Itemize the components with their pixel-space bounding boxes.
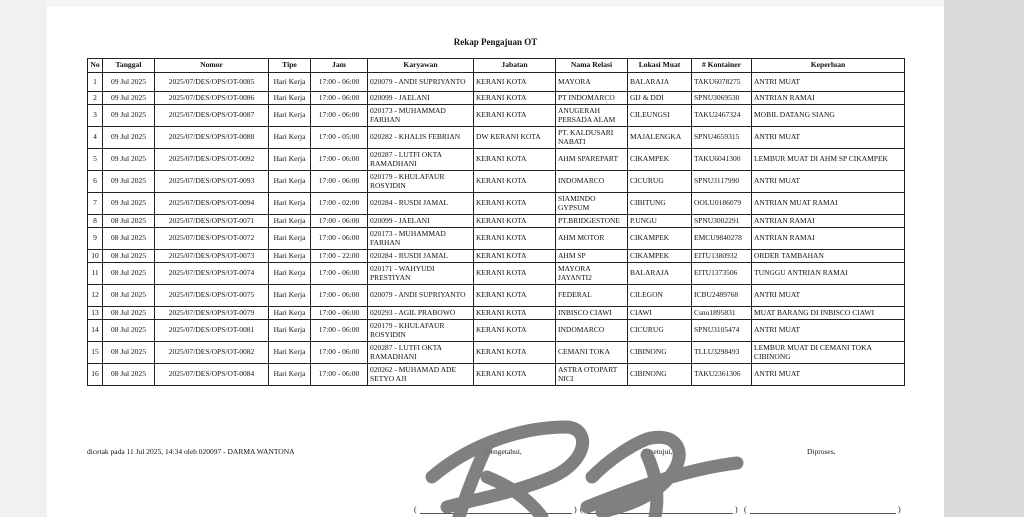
table-cell: 17:00 - 06:00 [311, 73, 368, 92]
table-cell: 09 Jul 2025 [103, 171, 155, 193]
table-cell: 08 Jul 2025 [103, 285, 155, 307]
table-cell: 020287 - LUTFI OKTA RAMADHANI [368, 342, 474, 364]
table-cell: 09 Jul 2025 [103, 92, 155, 105]
table-cell: ANUGERAH PERSADA ALAM [556, 105, 628, 127]
table-cell: TAKU2467324 [692, 105, 752, 127]
table-cell: 17:00 - 06:00 [311, 149, 368, 171]
table-cell: KERANI KOTA [474, 320, 556, 342]
table-cell: 08 Jul 2025 [103, 307, 155, 320]
table-cell: KERANI KOTA [474, 193, 556, 215]
table-cell: EITU1380932 [692, 250, 752, 263]
table-cell: ANTRI MUAT [752, 364, 905, 386]
col-header: Jam [311, 59, 368, 73]
table-row [88, 193, 905, 215]
table-cell: KERANI KOTA [474, 73, 556, 92]
signature-bracket-close: ) [574, 505, 577, 514]
table-cell: OOLU0186079 [692, 193, 752, 215]
table-cell: 4 [88, 127, 103, 149]
viewer-right-margin [944, 0, 1024, 517]
table-cell: SPNU3002291 [692, 215, 752, 228]
table-cell: FEDERAL [556, 285, 628, 307]
table-cell: ANTRI MUAT [752, 285, 905, 307]
table-cell: 17:00 - 06:00 [311, 364, 368, 386]
table-cell: 2025/07/DES/OPS/OT-0074 [155, 263, 269, 285]
table-cell: BALARAJA [628, 73, 692, 92]
table-cell: SPNU3105474 [692, 320, 752, 342]
label-acknowledged: Mengetahui, [484, 447, 522, 456]
col-header: # Kontainer [692, 59, 752, 73]
table-cell: Hari Kerja [269, 73, 311, 92]
table-row [88, 228, 905, 250]
table-cell: ANTRIAN RAMAI [752, 228, 905, 250]
table-cell: KERANI KOTA [474, 171, 556, 193]
table-row [88, 127, 905, 149]
table-row [88, 320, 905, 342]
table-cell: Hari Kerja [269, 171, 311, 193]
table-cell: 2025/07/DES/OPS/OT-0088 [155, 127, 269, 149]
table-cell: 2 [88, 92, 103, 105]
table-row [88, 105, 905, 127]
table-cell: ASTRA OTOPART NICI [556, 364, 628, 386]
table-cell: LEMBUR MUAT DI AHM SP CIKAMPEK [752, 149, 905, 171]
table-cell: 17:00 - 06:00 [311, 285, 368, 307]
table-cell: 020171 - WAHYUDI PRESTIYAN [368, 263, 474, 285]
table-cell: DW KERANI KOTA [474, 127, 556, 149]
table-cell: 1 [88, 73, 103, 92]
table-cell: 020099 - JAELANI [368, 215, 474, 228]
table-cell: GIJ & DDI [628, 92, 692, 105]
table-cell: 17:00 - 22:00 [311, 250, 368, 263]
table-cell: 17:00 - 06:00 [311, 105, 368, 127]
table-cell: 08 Jul 2025 [103, 215, 155, 228]
table-cell: 2025/07/DES/OPS/OT-0081 [155, 320, 269, 342]
table-cell: KERANI KOTA [474, 263, 556, 285]
table-cell: CIKAMPEK [628, 250, 692, 263]
table-row [88, 342, 905, 364]
table-cell: Hari Kerja [269, 149, 311, 171]
table-cell: KERANI KOTA [474, 149, 556, 171]
table-cell: 020287 - LUTFI OKTA RAMADHANI [368, 149, 474, 171]
table-cell: 2025/07/DES/OPS/OT-0084 [155, 364, 269, 386]
table-cell: BALARAJA [628, 263, 692, 285]
table-cell: 09 Jul 2025 [103, 193, 155, 215]
table-cell: 2025/07/DES/OPS/OT-0075 [155, 285, 269, 307]
table-cell: 2025/07/DES/OPS/OT-0082 [155, 342, 269, 364]
table-cell: 2025/07/DES/OPS/OT-0094 [155, 193, 269, 215]
table-cell: 3 [88, 105, 103, 127]
table-cell: 8 [88, 215, 103, 228]
table-cell: 2025/07/DES/OPS/OT-0093 [155, 171, 269, 193]
table-cell: Hari Kerja [269, 127, 311, 149]
table-cell: Hari Kerja [269, 215, 311, 228]
table-cell: ORDER TAMBAHAN [752, 250, 905, 263]
table-cell: 2025/07/DES/OPS/OT-0079 [155, 307, 269, 320]
table-cell: 15 [88, 342, 103, 364]
table-cell: 020079 - ANDI SUPRIYANTO [368, 73, 474, 92]
table-cell: CILEGON [628, 285, 692, 307]
table-cell: 17:00 - 06:00 [311, 215, 368, 228]
table-cell: SPNU4659315 [692, 127, 752, 149]
table-cell: MAYORA JAYANTI2 [556, 263, 628, 285]
table-cell: SPNU3069530 [692, 92, 752, 105]
table-cell: Hari Kerja [269, 193, 311, 215]
table-cell: ANTRIAN RAMAI [752, 92, 905, 105]
table-cell: CIAWI [628, 307, 692, 320]
signature-line [587, 513, 733, 514]
table-row [88, 171, 905, 193]
table-cell: CICURUG [628, 320, 692, 342]
signature-bracket-close: ) [735, 505, 738, 514]
table-cell: 020284 - RUSDI JAMAL [368, 250, 474, 263]
table-cell: 2025/07/DES/OPS/OT-0092 [155, 149, 269, 171]
signature-bracket-open: ( [744, 505, 747, 514]
table-header-row [88, 59, 905, 73]
table-cell: 08 Jul 2025 [103, 263, 155, 285]
col-header: Karyawan [368, 59, 474, 73]
table-cell: 17:00 - 05:00 [311, 127, 368, 149]
table-cell: 08 Jul 2025 [103, 320, 155, 342]
col-header: Jabatan [474, 59, 556, 73]
table-cell: 17:00 - 06:00 [311, 92, 368, 105]
table-cell: 2025/07/DES/OPS/OT-0072 [155, 228, 269, 250]
table-cell: P.UNGU [628, 215, 692, 228]
label-processed: Diproses, [807, 447, 836, 456]
table-cell: KERANI KOTA [474, 250, 556, 263]
table-row [88, 73, 905, 92]
table-cell: 020293 - AGIL PRABOWO [368, 307, 474, 320]
table-cell: 5 [88, 149, 103, 171]
table-cell: CEMANI TOKA [556, 342, 628, 364]
col-header: Nomor [155, 59, 269, 73]
table-cell: 17:00 - 06:00 [311, 171, 368, 193]
table-cell: KERANI KOTA [474, 364, 556, 386]
table-cell: CIBINONG [628, 364, 692, 386]
table-cell: ICBU2489768 [692, 285, 752, 307]
table-cell: INBISCO CIAWI [556, 307, 628, 320]
table-cell: 17:00 - 06:00 [311, 263, 368, 285]
table-cell: 17:00 - 06:00 [311, 228, 368, 250]
table-cell: INDOMARCO [556, 171, 628, 193]
table-cell: 020173 - MUHAMMAD FARHAN [368, 105, 474, 127]
table-row [88, 250, 905, 263]
signature-line [750, 513, 896, 514]
table-cell: AHM SPAREPART [556, 149, 628, 171]
table-cell: PT. KALDUSARI NABATI [556, 127, 628, 149]
table-cell: CIBINONG [628, 342, 692, 364]
table-cell: 09 Jul 2025 [103, 73, 155, 92]
table-cell: 2025/07/DES/OPS/OT-0087 [155, 105, 269, 127]
col-header: Tanggal [103, 59, 155, 73]
col-header: No [88, 59, 103, 73]
table-cell: 020179 - KHULAFAUR ROSYIDIN [368, 171, 474, 193]
table-cell: EITU1373506 [692, 263, 752, 285]
col-header: Lokasi Muat [628, 59, 692, 73]
col-header: Keperluan [752, 59, 905, 73]
table-cell: KERANI KOTA [474, 105, 556, 127]
table-row [88, 285, 905, 307]
table-cell: 020179 - KHULAFAUR ROSYIDIN [368, 320, 474, 342]
table-cell: 17:00 - 06:00 [311, 307, 368, 320]
table-cell: CIBITUNG [628, 193, 692, 215]
table-cell: PT.BRIDGESTONE [556, 215, 628, 228]
viewer-top-strip [47, 0, 944, 7]
table-cell: 020079 - ANDI SUPRIYANTO [368, 285, 474, 307]
table-cell: 020099 - JAELANI [368, 92, 474, 105]
ot-table [87, 58, 905, 386]
table-cell: KERANI KOTA [474, 215, 556, 228]
table-cell: 2025/07/DES/OPS/OT-0086 [155, 92, 269, 105]
table-cell: 08 Jul 2025 [103, 342, 155, 364]
table-cell: 14 [88, 320, 103, 342]
table-cell: CIKAMPEK [628, 228, 692, 250]
table-cell: KERANI KOTA [474, 307, 556, 320]
table-cell: 09 Jul 2025 [103, 105, 155, 127]
table-cell: LEMBUR MUAT DI CEMANI TOKA CIBINONG [752, 342, 905, 364]
table-row [88, 215, 905, 228]
table-cell: TLLU3298493 [692, 342, 752, 364]
table-cell: MAJALENGKA [628, 127, 692, 149]
table-cell: Hari Kerja [269, 320, 311, 342]
table-cell: 17:00 - 06:00 [311, 320, 368, 342]
table-cell: ANTRIAN RAMAI [752, 215, 905, 228]
table-cell: Hari Kerja [269, 263, 311, 285]
table-cell: KERANI KOTA [474, 92, 556, 105]
col-header: Tipe [269, 59, 311, 73]
table-cell: 2025/07/DES/OPS/OT-0085 [155, 73, 269, 92]
document-page [47, 7, 944, 517]
table-cell: Hari Kerja [269, 285, 311, 307]
table-cell: 020173 - MUHAMMAD FARHAN [368, 228, 474, 250]
table-cell: 020282 - KHALIS FEBRIAN [368, 127, 474, 149]
table-cell: Hari Kerja [269, 364, 311, 386]
table-row [88, 149, 905, 171]
table-cell: AHM SP [556, 250, 628, 263]
table-cell: 08 Jul 2025 [103, 364, 155, 386]
table-cell: 13 [88, 307, 103, 320]
table-cell: MAYORA [556, 73, 628, 92]
table-cell: 17:00 - 06:00 [311, 342, 368, 364]
table-cell: MOBIL DATANG SIANG [752, 105, 905, 127]
table-cell: 2025/07/DES/OPS/OT-0073 [155, 250, 269, 263]
signature-bracket-open: ( [414, 505, 417, 514]
table-cell: Hari Kerja [269, 92, 311, 105]
table-cell: INDOMARCO [556, 320, 628, 342]
label-approved: Disetujui, [643, 447, 673, 456]
table-cell: AHM MOTOR [556, 228, 628, 250]
table-cell: 09 Jul 2025 [103, 149, 155, 171]
table-cell: Csnu1895831 [692, 307, 752, 320]
table-cell: CIKAMPEK [628, 149, 692, 171]
table-cell: 7 [88, 193, 103, 215]
table-cell: 17:00 - 02:00 [311, 193, 368, 215]
col-header: Nama Relasi [556, 59, 628, 73]
table-cell: 08 Jul 2025 [103, 228, 155, 250]
table-cell: Hari Kerja [269, 250, 311, 263]
signature-bracket-open: ( [580, 505, 583, 514]
table-cell: 12 [88, 285, 103, 307]
table-row [88, 364, 905, 386]
table-row [88, 263, 905, 285]
table-cell: ANTRI MUAT [752, 73, 905, 92]
table-cell: Hari Kerja [269, 105, 311, 127]
table-cell: EMCU9840278 [692, 228, 752, 250]
document-title: Rekap Pengajuan OT [453, 37, 538, 47]
table-cell: SIAMINDO GYPSUM [556, 193, 628, 215]
table-row [88, 92, 905, 105]
table-cell: 09 Jul 2025 [103, 127, 155, 149]
table-cell: ANTRI MUAT [752, 171, 905, 193]
table-cell: Hari Kerja [269, 307, 311, 320]
signature-bracket-close: ) [898, 505, 901, 514]
table-cell: PT INDOMARCO [556, 92, 628, 105]
table-cell: 020262 - MUHAMAD ADE SETYO AJI [368, 364, 474, 386]
table-cell: TUNGGU ANTRIAN RAMAI [752, 263, 905, 285]
table-cell: 16 [88, 364, 103, 386]
table-cell: KERANI KOTA [474, 285, 556, 307]
table-cell: CICURUG [628, 171, 692, 193]
table-cell: 11 [88, 263, 103, 285]
table-cell: MUAT BARANG DI INBISCO CIAWI [752, 307, 905, 320]
table-cell: 08 Jul 2025 [103, 250, 155, 263]
table-cell: SPNU3117990 [692, 171, 752, 193]
table-cell: ANTRI MUAT [752, 320, 905, 342]
table-cell: 9 [88, 228, 103, 250]
table-cell: 2025/07/DES/OPS/OT-0071 [155, 215, 269, 228]
signature-line [420, 513, 572, 514]
table-cell: CILEUNGSI [628, 105, 692, 127]
table-cell: TAKU6041300 [692, 149, 752, 171]
viewer-left-margin [0, 0, 47, 517]
table-cell: Hari Kerja [269, 342, 311, 364]
table-cell: KERANI KOTA [474, 342, 556, 364]
table-cell: 6 [88, 171, 103, 193]
table-row [88, 307, 905, 320]
table-cell: 020284 - RUSDI JAMAL [368, 193, 474, 215]
table-cell: TAKU2361306 [692, 364, 752, 386]
table-cell: ANTRI MUAT [752, 127, 905, 149]
table-cell: ANTRIAN MUAT RAMAI [752, 193, 905, 215]
print-info: dicetak pada 11 Jul 2025, 14:34 oleh 020097 - DARMA WANTONA [87, 447, 295, 456]
table-cell: 10 [88, 250, 103, 263]
table-cell: TAKU6078275 [692, 73, 752, 92]
table-cell: Hari Kerja [269, 228, 311, 250]
table-cell: KERANI KOTA [474, 228, 556, 250]
